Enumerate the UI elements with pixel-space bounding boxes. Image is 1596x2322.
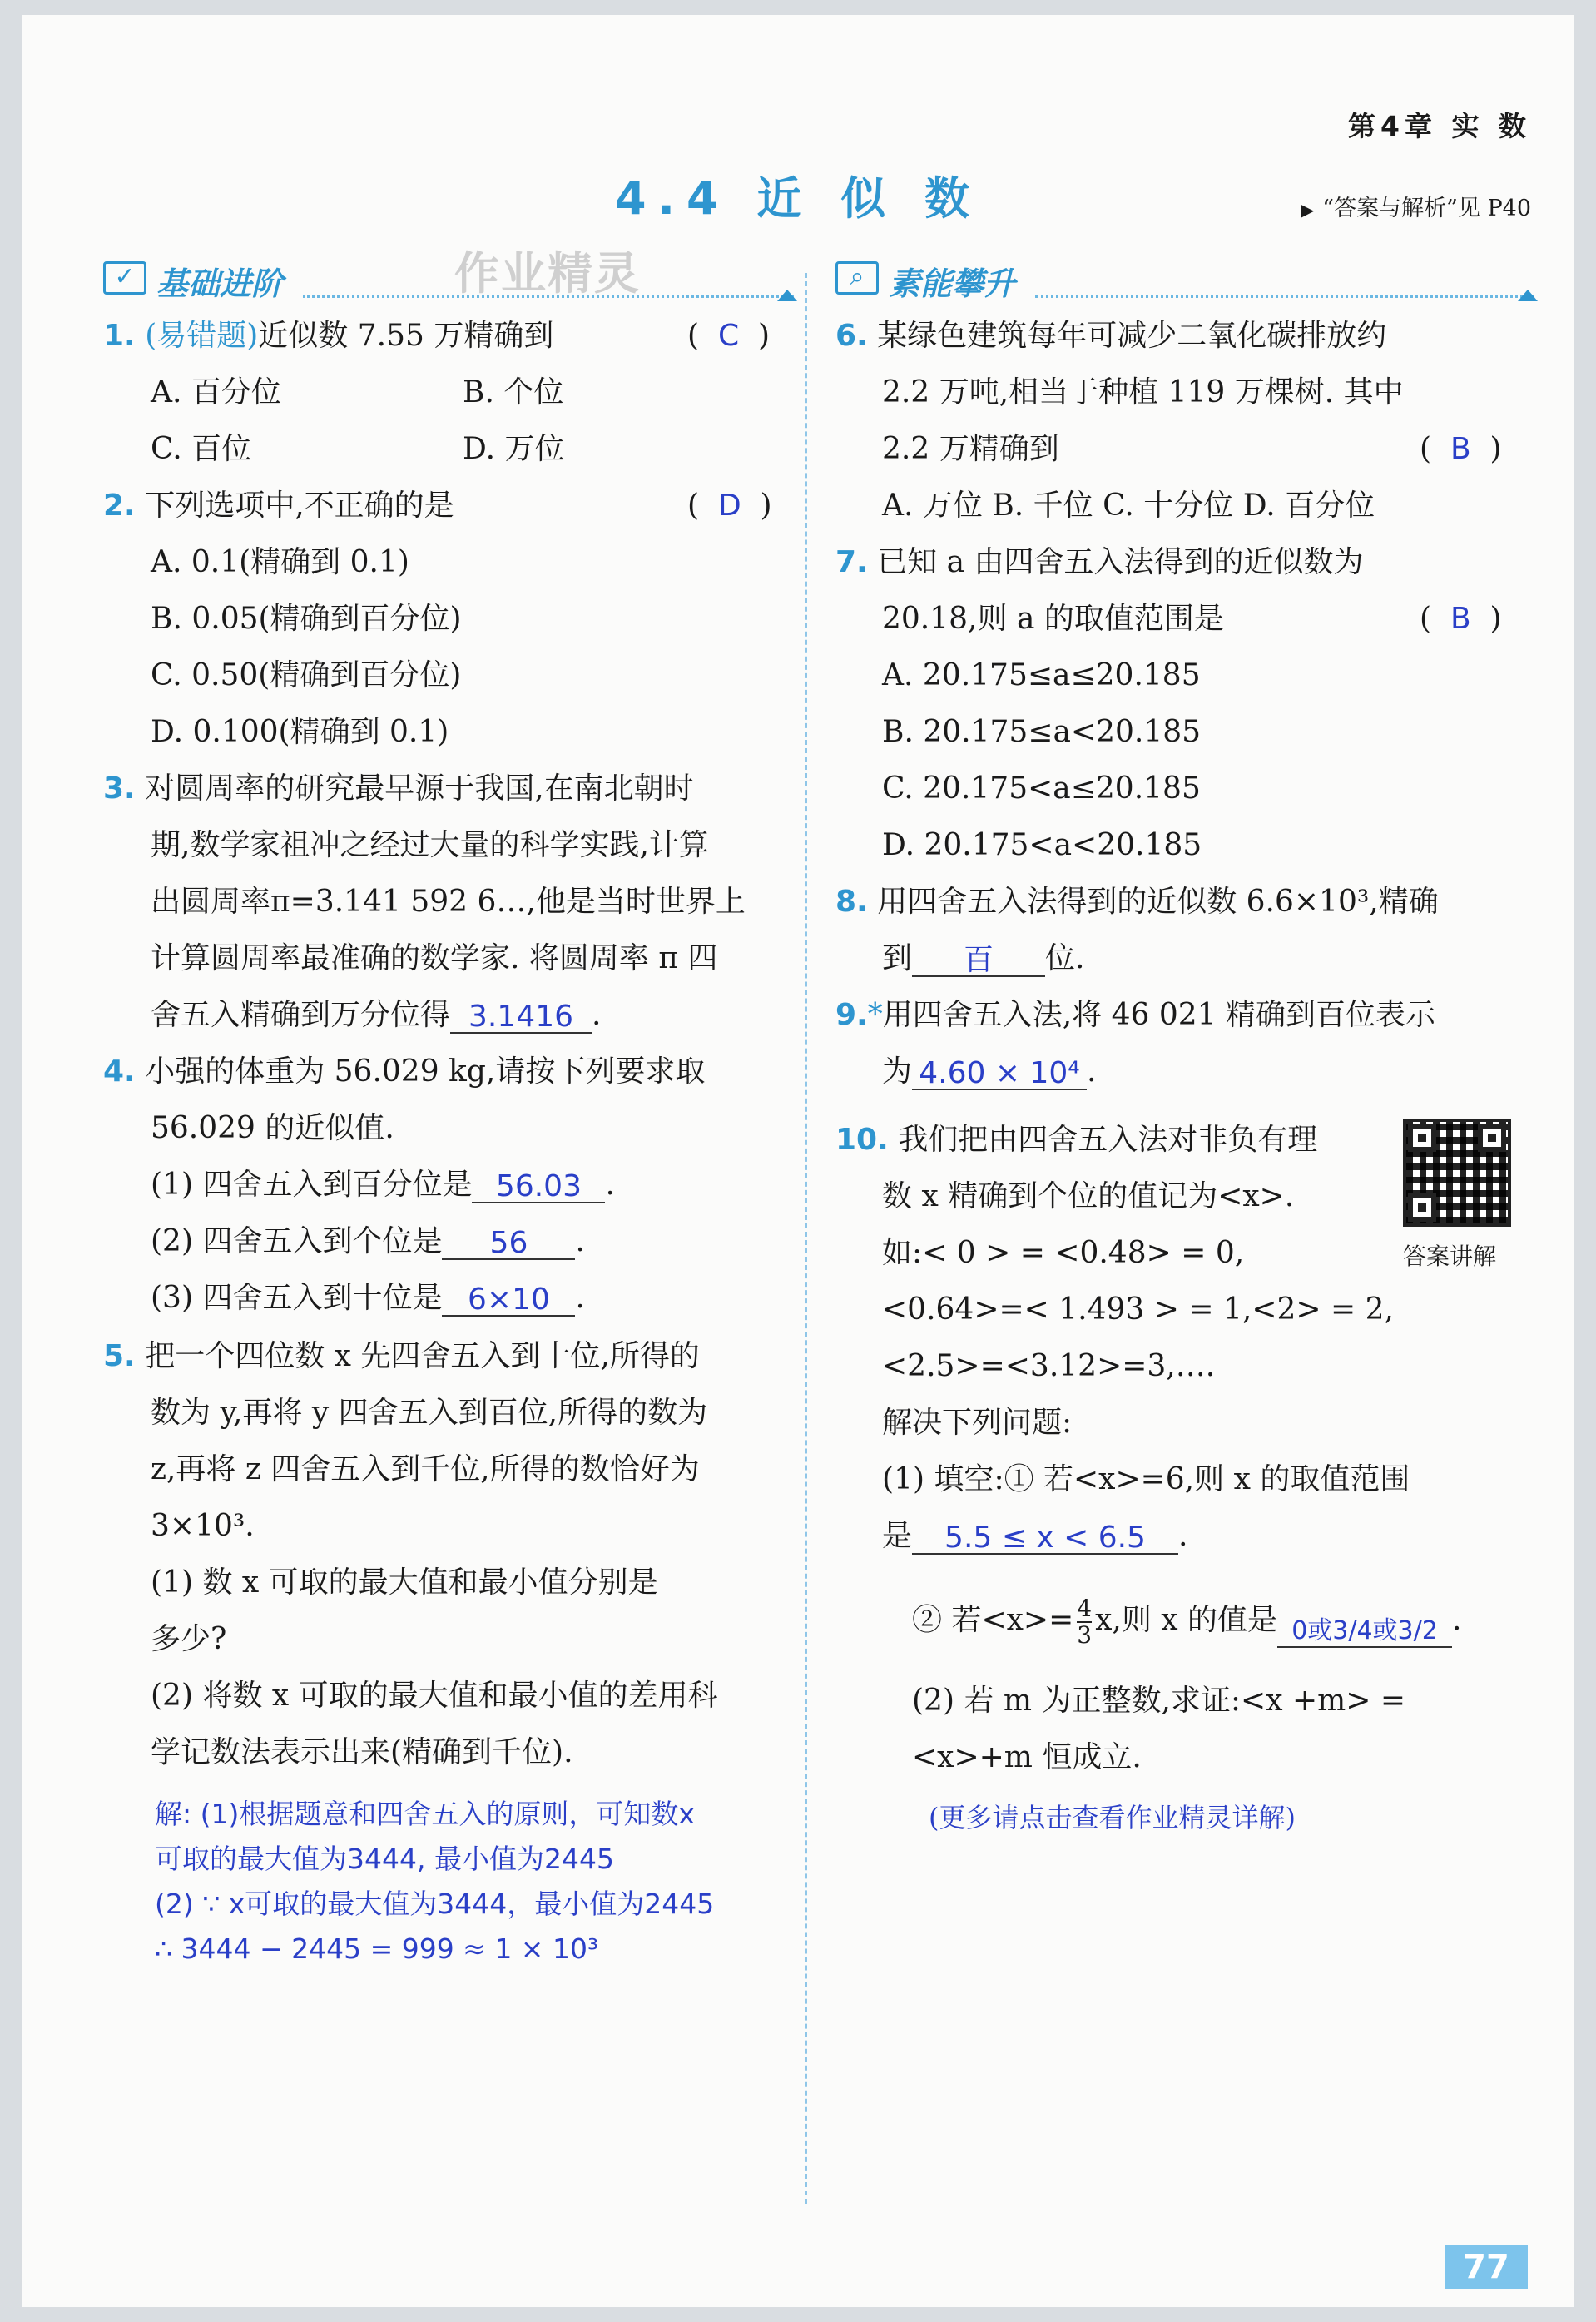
question-text: (3) 四舍五入到十位是 (151, 1281, 443, 1315)
answer-bracket: ( D ) (687, 489, 772, 523)
page-title: 4.4 近 似 数 (614, 172, 982, 225)
book-check-icon: ✓ (103, 261, 146, 295)
question-line: <x>+m 恒成立. (912, 1740, 1142, 1774)
section-title-basic: 基础进阶 (156, 265, 284, 302)
question-line: <0.64>=< 1.493 > = 1,<2> = 2, (882, 1292, 1394, 1327)
question-line: 2.2 万精确到 (882, 432, 1059, 466)
page-number: 77 (1445, 2245, 1528, 2289)
question-10 (835, 1122, 1317, 1159)
question-line: z,再将 z 四舍五入到千位,所得的数恰好为 (151, 1452, 700, 1486)
question-text: 是 (882, 1519, 913, 1553)
question-text: . (1087, 1054, 1097, 1089)
answer-blank (912, 1055, 1087, 1090)
question-2 (103, 488, 454, 524)
more-details-link[interactable]: (更多请点击查看作业精灵详解) (929, 1802, 1296, 1833)
answer-text: 56.03 (495, 1169, 582, 1203)
answer-text: 6×10 (468, 1283, 550, 1317)
question-line: (1) 数 x 可取的最大值和最小值分别是 (151, 1565, 658, 1600)
option-a: A. 0.1(精确到 0.1) (151, 545, 409, 579)
question-stem: 近似数 7.55 万精确到 (258, 319, 554, 353)
question-line: 解决下列问题: (882, 1406, 1073, 1440)
question-line: 已知 a 由四舍五入法得到的近似数为 (877, 545, 1364, 579)
answer-blank (912, 942, 1045, 977)
question-line (882, 1054, 1096, 1090)
question-number: 7. (835, 545, 868, 579)
answer-blank (472, 1168, 605, 1203)
question-1 (103, 318, 553, 355)
section-divider (303, 295, 794, 298)
question-line: 某绿色建筑每年可减少二氧化碳排放约 (877, 319, 1387, 353)
triangle-icon: ▶ (1301, 200, 1315, 220)
option-b: B. 20.175≤a<20.185 (882, 715, 1202, 749)
triangle-icon (777, 290, 797, 301)
answer-bracket: ( C ) (687, 319, 771, 353)
question-text: 到 (882, 941, 913, 975)
question-line: 56.029 的近似值. (151, 1111, 394, 1145)
question-line: 3×10³. (151, 1509, 255, 1543)
section-title-advanced: 素能攀升 (889, 265, 1016, 302)
question-8 (835, 884, 1439, 920)
question-line: ② 若<x>= $\frac{4}{3}$ x,则 x 的值是 0或3/4或3/2 . (912, 1595, 1462, 1649)
question-number: 4. (103, 1054, 136, 1089)
question-line: 用四舍五入法,将 46 021 精确到百位表示 (882, 998, 1436, 1032)
question-line: 期,数学家祖冲之经过大量的科学实践,计算 (151, 828, 709, 862)
question-3 (103, 771, 694, 807)
option-a: A. 百分位 (151, 375, 281, 409)
question-line: 把一个四位数 x 先四舍五入到十位,所得的 (145, 1339, 700, 1373)
fraction-denominator: 3 (1077, 1621, 1093, 1649)
answer-bracket: ( B ) (1420, 432, 1502, 466)
question-line: 小强的体重为 56.029 kg,请按下列要求取 (145, 1054, 706, 1089)
question-line: 出圆周率π=3.141 592 6…,他是当时世界上 (151, 885, 746, 919)
question-text: 舍五入精确到万分位得 (151, 998, 451, 1032)
question-text: 为 (882, 1054, 913, 1089)
question-text: ② 若<x>= (912, 1603, 1074, 1637)
question-line: 20.18,则 a 的取值范围是 (882, 602, 1224, 636)
question-text: (1) 四舍五入到百分位是 (151, 1168, 473, 1202)
question-line: 是 5.5 ≤ x < 6.5 . (882, 1519, 1188, 1555)
answer-choice: C (717, 319, 740, 353)
sub-question-2: (2) 四舍五入到个位是 56 . (151, 1224, 585, 1260)
question-line: (2) 若 m 为正整数,求证:<x +m> = (912, 1684, 1406, 1718)
question-text: 位. (1045, 941, 1085, 975)
question-7 (835, 544, 1364, 581)
fraction-numerator: 4 (1077, 1595, 1093, 1622)
answer-blank (442, 1225, 575, 1260)
question-line: 数为 y,再将 y 四舍五入到百位,所得的数为 (151, 1396, 708, 1430)
page (22, 15, 1574, 2307)
question-line: 舍五入精确到万分位得 3.1416 . (151, 998, 602, 1034)
triangle-icon (1518, 290, 1538, 301)
option-c: C. 20.175<a≤20.185 (882, 772, 1201, 806)
book-search-icon: ⌕ (835, 261, 879, 295)
question-number: 9. (835, 998, 868, 1032)
qr-code-icon[interactable] (1403, 1119, 1511, 1227)
option-d: D. 0.100(精确到 0.1) (151, 715, 449, 749)
question-line: 学记数法表示出来(精确到千位). (151, 1735, 573, 1769)
answer-text: 56 (489, 1226, 528, 1260)
question-stem: 下列选项中,不正确的是 (145, 489, 454, 523)
question-line: 计算圆周率最准确的数学家. 将圆周率 π 四 (151, 941, 718, 975)
question-number: 5. (103, 1339, 136, 1373)
question-tag: (易错题) (145, 319, 259, 353)
option-b: B. 个位 (463, 375, 564, 409)
question-4 (103, 1054, 705, 1090)
question-number: 1. (103, 319, 136, 353)
question-number: 2. (103, 489, 136, 523)
qr-caption: 答案讲解 (1403, 1243, 1497, 1270)
question-line: <2.5>=<3.12>=3,…. (882, 1349, 1216, 1383)
star-icon: * (867, 998, 883, 1032)
fraction (1077, 1596, 1092, 1648)
section-header-basic (103, 258, 794, 301)
question-5 (103, 1338, 700, 1375)
question-number: 3. (103, 772, 136, 806)
question-number: 6. (835, 319, 868, 353)
question-number: 10. (835, 1123, 889, 1157)
answer-choice: B (1450, 432, 1471, 466)
answer-reference (1301, 190, 1531, 222)
option-a: A. 20.175≤a≤20.185 (882, 658, 1201, 692)
solution-line: (2) ∵ x可取的最大值为3444，最小值为2445 (155, 1888, 715, 1920)
option-c: C. 百位 (151, 432, 252, 466)
question-line (882, 940, 1084, 977)
option-d: D. 万位 (463, 432, 565, 466)
answer-blank (450, 999, 592, 1034)
solution-line: 解: (1)根据题意和四舍五入的原则，可知数x (155, 1798, 695, 1830)
column-divider (805, 273, 807, 2204)
options-row: A. 万位 B. 千位 C. 十分位 D. 百分位 (882, 489, 1375, 523)
question-line: 数 x 精确到个位的值记为<x>. (882, 1179, 1295, 1213)
answer-text: 百 (964, 943, 994, 977)
solution-line: ∴ 3444 − 2445 = 999 ≈ 1 × 10³ (155, 1933, 599, 1965)
question-9 (835, 997, 1435, 1034)
solution-line: 可取的最大值为3444, 最小值为2445 (155, 1843, 614, 1875)
sub-question-3: (3) 四舍五入到十位是 6×10 . (151, 1281, 585, 1317)
answer-bracket: ( B ) (1420, 602, 1502, 636)
watermark: 作业精灵 (454, 247, 641, 300)
answer-choice: B (1450, 602, 1471, 636)
question-line: 用四舍五入法得到的近似数 6.6×10³,精确 (877, 885, 1439, 919)
answer-text: 3.1416 (468, 1000, 573, 1034)
question-line: 我们把由四舍五入法对非负有理 (898, 1123, 1318, 1157)
question-line: (2) 将数 x 可取的最大值和最小值的差用科 (151, 1679, 718, 1713)
chapter-label: 第4章 实 数 (1348, 110, 1531, 142)
option-b: B. 0.05(精确到百分位) (151, 602, 462, 636)
answer-text: 0或3/4或3/2 (1291, 1616, 1438, 1645)
answer-text: 5.5 ≤ x < 6.5 (944, 1521, 1146, 1555)
answer-blank (1277, 1613, 1452, 1648)
question-line: 2.2 万吨,相当于种植 119 万棵树. 其中 (882, 375, 1404, 409)
option-d: D. 20.175<a<20.185 (882, 828, 1202, 862)
question-line: 对圆周率的研究最早源于我国,在南北朝时 (145, 772, 694, 806)
answer-blank (442, 1282, 575, 1317)
question-text: x,则 x 的值是 (1095, 1603, 1278, 1637)
section-divider (1035, 295, 1534, 298)
question-6 (835, 318, 1386, 355)
question-text: (2) 四舍五入到个位是 (151, 1224, 443, 1258)
answer-blank (912, 1520, 1178, 1555)
option-c: C. 0.50(精确到百分位) (151, 658, 462, 692)
answer-reference-text: “答案与解析”见 P40 (1322, 196, 1531, 221)
sub-question-1: (1) 四舍五入到百分位是 56.03 . (151, 1168, 615, 1203)
question-number: 8. (835, 885, 868, 919)
answer-text: 4.60 × 10⁴ (919, 1056, 1080, 1090)
section-header-advanced (835, 258, 1534, 301)
question-line: 多少? (151, 1622, 227, 1656)
question-line: 如:< 0 > = <0.48> = 0, (882, 1236, 1245, 1270)
answer-choice: D (717, 489, 741, 523)
question-line: (1) 填空:① 若<x>=6,则 x 的取值范围 (882, 1462, 1410, 1496)
